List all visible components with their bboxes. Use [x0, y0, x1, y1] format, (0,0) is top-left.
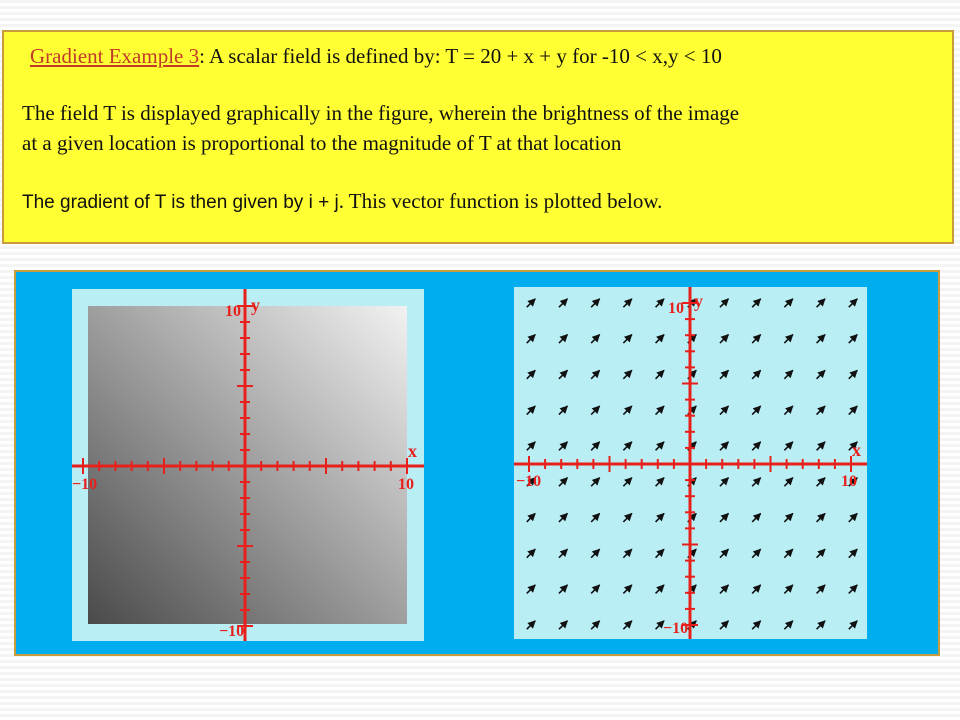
scalar-tick-x-max: 10: [398, 476, 414, 493]
vector-tick-y-min: −10: [663, 620, 689, 637]
vector-y-letter: y: [694, 291, 703, 311]
vector-tick-y-max: 10: [668, 300, 684, 317]
gradient-statement: The gradient of T is then given by i + j: [22, 192, 339, 213]
gradient-plot-note: . This vector function is plotted below.: [338, 189, 663, 213]
example-link[interactable]: Gradient Example 3: [30, 44, 200, 68]
vector-x-letter: x: [852, 440, 861, 460]
scalar-tick-y-min: −10: [219, 623, 245, 640]
vector-tick-x-max: 10: [841, 473, 857, 490]
vector-tick-x-min: −10: [516, 473, 542, 490]
body-line-2: at a given location is proportional to the magnitude of T at that location: [22, 131, 622, 155]
scalar-tick-y-max: 10: [225, 303, 241, 320]
title-definition: : A scalar field is defined by: T = 20 + x + y for -10 < x,y < 10: [199, 44, 722, 68]
scalar-x-letter: x: [408, 441, 417, 461]
body-line-1: The field T is displayed graphically in the figure, wherein the brightness of the image: [22, 101, 740, 125]
scalar-field-plot: [72, 289, 424, 641]
scalar-y-letter: y: [251, 295, 260, 315]
scalar-tick-x-min: −10: [72, 476, 98, 493]
vector-field-plot: [514, 287, 867, 639]
